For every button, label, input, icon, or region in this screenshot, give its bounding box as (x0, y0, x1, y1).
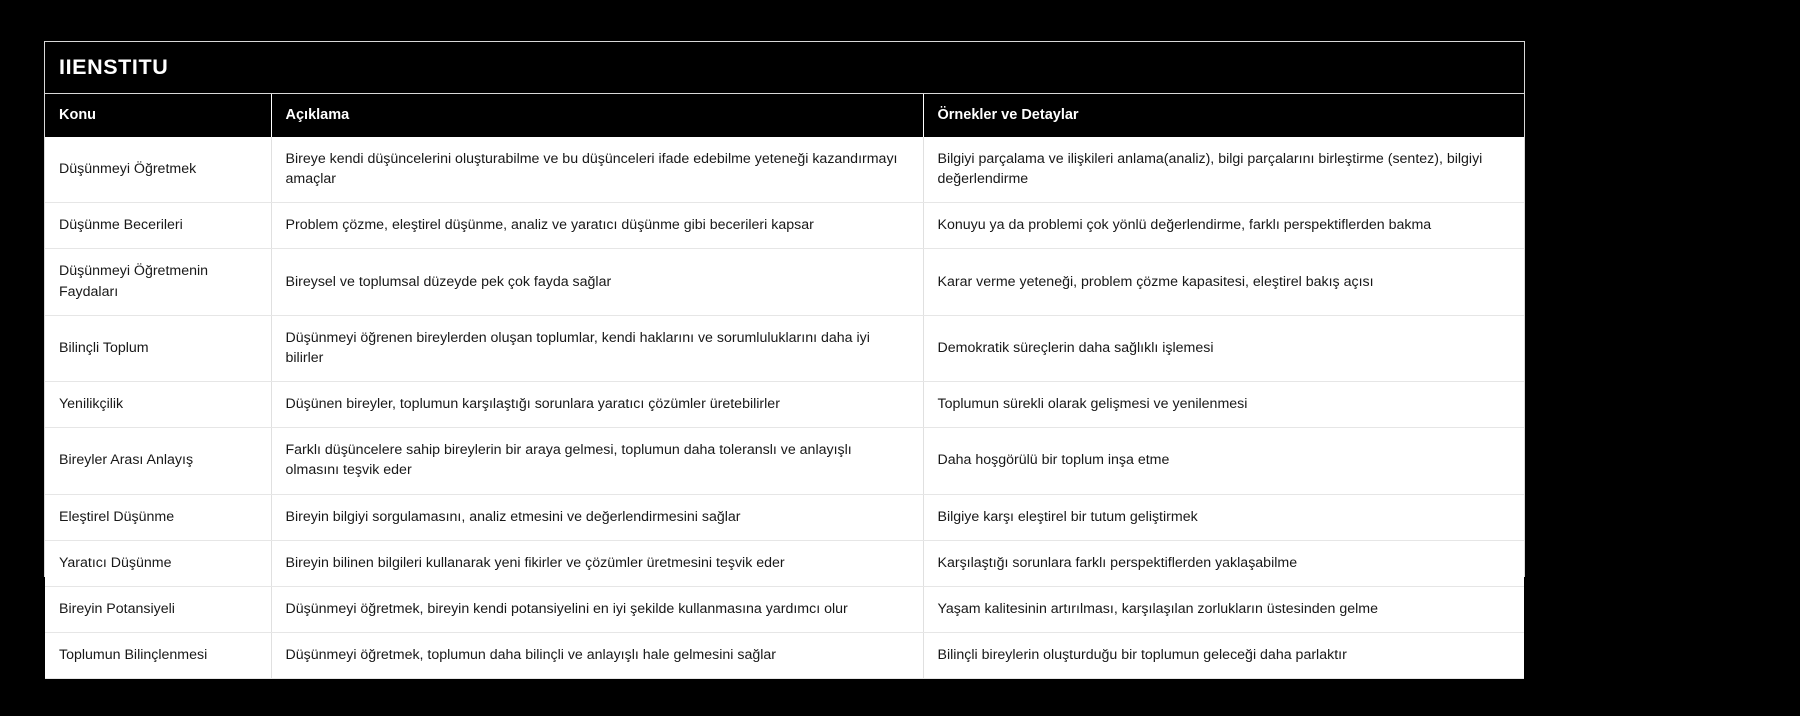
table-header-row (45, 94, 1524, 137)
cell-text: Bilinçli bireylerin oluşturduğu bir toplumun geleceği daha parlaktır (937, 647, 1347, 664)
cell-konu (45, 586, 271, 632)
table-row (45, 315, 1524, 381)
cell-aciklama (271, 633, 923, 679)
table-row (45, 137, 1524, 203)
cell-text: Düşünmeyi öğretmek, bireyin kendi potansiyelini en iyi şekilde kullanmasına yardımcı olur (285, 600, 848, 617)
cell-ornekler (923, 203, 1524, 249)
table-row (45, 428, 1524, 494)
table-row (45, 382, 1524, 428)
cell-konu (45, 315, 271, 381)
cell-text: Toplumun Bilinçlenmesi (59, 647, 208, 664)
brand-bar (45, 42, 1524, 94)
cell-konu (45, 382, 271, 428)
table-row (45, 540, 1524, 586)
brand-logo: IIENSTITU (59, 54, 169, 79)
cell-text: Bireye kendi düşüncelerini oluşturabilme ve bu düşünceleri ifade edebilme yeteneği kazandırmayı amaçlar (285, 151, 898, 188)
cell-konu (45, 633, 271, 679)
cell-konu (45, 249, 271, 315)
table-header (45, 94, 1524, 137)
cell-ornekler (923, 494, 1524, 540)
cell-konu (45, 494, 271, 540)
cell-text: Konuyu ya da problemi çok yönlü değerlendirme, farklı perspektiflerden bakma (937, 217, 1432, 234)
cell-aciklama (271, 203, 923, 249)
table-row (45, 249, 1524, 315)
cell-ornekler (923, 540, 1524, 586)
cell-text: Farklı düşüncelere sahip bireylerin bir araya gelmesi, toplumun daha toleranslı ve anlayışlı olmasını teşvik eder (285, 442, 852, 479)
cell-konu (45, 428, 271, 494)
cell-konu (45, 540, 271, 586)
cell-ornekler (923, 633, 1524, 679)
column-header-ornekler: Örnekler ve Detaylar (923, 94, 1524, 137)
cell-text: Problem çözme, eleştirel düşünme, analiz ve yaratıcı düşünme gibi becerileri kapsar (285, 217, 814, 234)
cell-aciklama (271, 540, 923, 586)
cell-ornekler (923, 137, 1524, 203)
table-row (45, 586, 1524, 632)
cell-aciklama (271, 586, 923, 632)
cell-konu (45, 137, 271, 203)
cell-text: Toplumun sürekli olarak gelişmesi ve yenilenmesi (937, 396, 1248, 413)
cell-text: Yaratıcı Düşünme (59, 554, 172, 571)
cell-text: Demokratik süreçlerin daha sağlıklı işlemesi (937, 339, 1214, 356)
cell-text: Yaşam kalitesinin artırılması, karşılaşılan zorlukların üstesinden gelme (937, 600, 1379, 617)
cell-ornekler (923, 315, 1524, 381)
cell-text: Düşünmeyi öğretmek, toplumun daha bilinçli ve anlayışlı hale gelmesini sağlar (285, 647, 777, 664)
table-row (45, 633, 1524, 679)
cell-text: Düşünen bireyler, toplumun karşılaştığı sorunlara yaratıcı çözümler üretebilirler (285, 396, 780, 413)
cell-text: Düşünmeyi Öğretmenin Faydaları (59, 263, 209, 300)
cell-ornekler (923, 586, 1524, 632)
cell-text: Bireyin bilgiyi sorgulamasını, analiz etmesini ve değerlendirmesini sağlar (285, 508, 741, 525)
cell-text: Bireyler Arası Anlayış (59, 452, 194, 469)
table-body (45, 137, 1524, 679)
table-row (45, 203, 1524, 249)
cell-text: Bireyin Potansiyeli (59, 600, 175, 617)
cell-text: Eleştirel Düşünme (59, 508, 175, 525)
cell-ornekler (923, 249, 1524, 315)
cell-aciklama (271, 315, 923, 381)
column-header-konu: Konu (45, 94, 271, 137)
data-table (45, 94, 1524, 679)
cell-text: Bireyin bilinen bilgileri kullanarak yeni fikirler ve çözümler üretmesini teşvik eder (285, 554, 785, 571)
cell-ornekler (923, 382, 1524, 428)
cell-text: Daha hoşgörülü bir toplum inşa etme (937, 452, 1170, 469)
cell-text: Karşılaştığı sorunlara farklı perspektiflerden yaklaşabilme (937, 554, 1298, 571)
column-header-aciklama: Açıklama (271, 94, 923, 137)
cell-text: Bilgiyi parçalama ve ilişkileri anlama(analiz), bilgi parçalarını birleştirme (sentez), bilgiyi değerlendirme (937, 151, 1483, 188)
cell-aciklama (271, 137, 923, 203)
cell-text: Bireysel ve toplumsal düzeyde pek çok fayda sağlar (285, 273, 612, 290)
content-card (44, 41, 1525, 664)
cell-aciklama (271, 428, 923, 494)
cell-text: Bilinçli Toplum (59, 339, 149, 356)
cell-text: Karar verme yeteneği, problem çözme kapasitesi, eleştirel bakış açısı (937, 273, 1374, 290)
cell-ornekler (923, 428, 1524, 494)
cell-aciklama (271, 382, 923, 428)
cell-aciklama (271, 494, 923, 540)
cell-text: Düşünmeyi Öğretmek (59, 161, 197, 178)
cell-text: Bilgiye karşı eleştirel bir tutum geliştirmek (937, 508, 1198, 525)
table-row (45, 494, 1524, 540)
cell-text: Düşünme Becerileri (59, 217, 183, 234)
cell-konu (45, 203, 271, 249)
cell-text: Yenilikçilik (59, 396, 124, 413)
cell-aciklama (271, 249, 923, 315)
cell-text: Düşünmeyi öğrenen bireylerden oluşan toplumlar, kendi haklarını ve sorumluluklarını daha iyi bilirler (285, 329, 870, 366)
